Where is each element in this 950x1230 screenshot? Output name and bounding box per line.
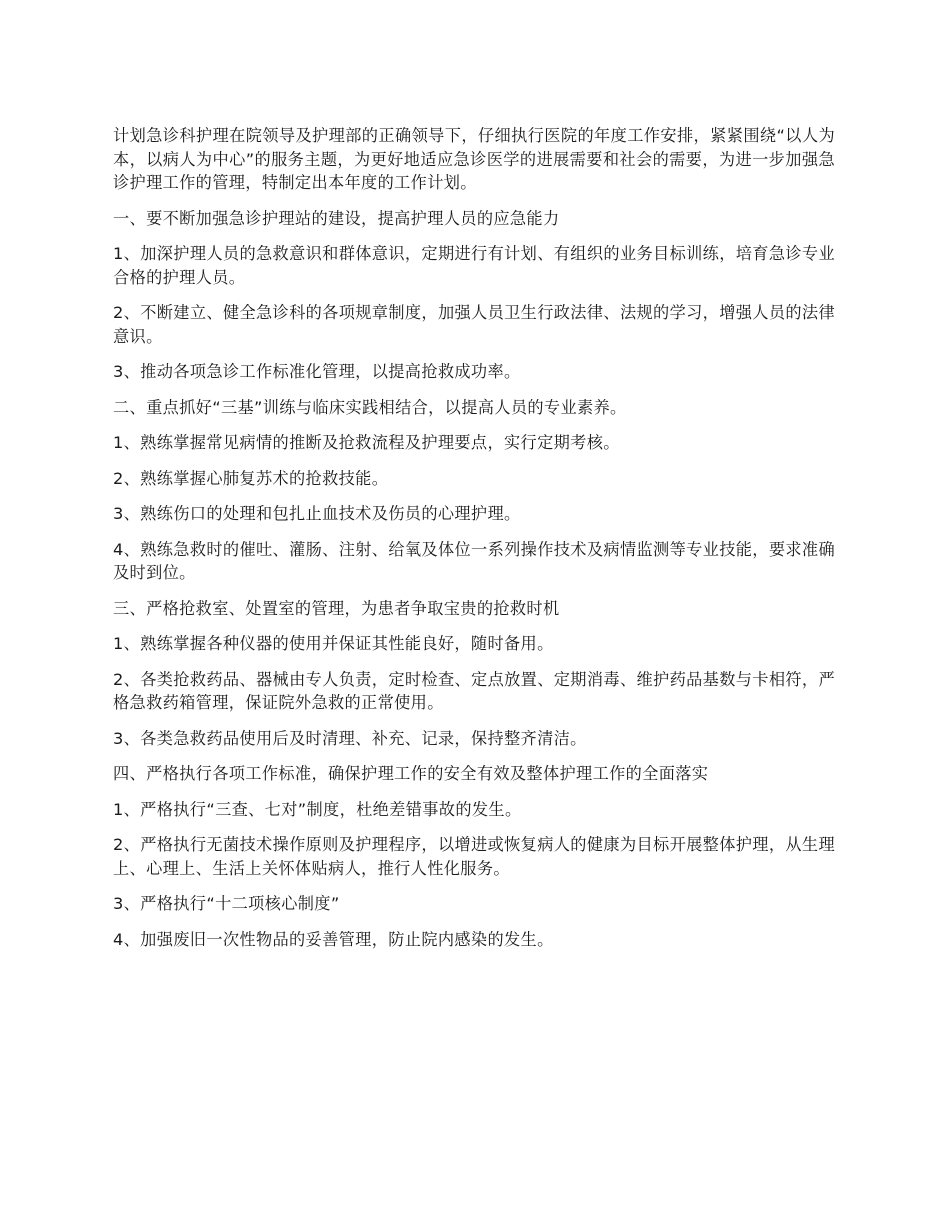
section-1-item-1: 1、加深护理人员的急救意识和群体意识，定期进行有计划、有组织的业务目标训练，培育急诊专业合格的护理人员。 [113,244,835,287]
section-heading-2: 二、重点抓好“三基”训练与临床实践相结合，以提高人员的专业素养。 [113,397,627,417]
intro-paragraph: 计划急诊科护理在院领导及护理部的正确领导下，仔细执行医院的年度工作安排，紧紧围绕“以人为本，以病人为中心”的服务主题，为更好地适应急诊医学的进展需要和社会的需要，为进一步加强急诊护理工作的管理，特制定出本年度的工作计划。 [113,126,835,192]
section-4-item-3: 3、严格执行“十二项核心制度” [113,894,340,913]
section-2-item-4: 4、熟练急救时的催吐、灌肠、注射、给氧及体位一系列操作技术及病情监测等专业技能，要求准确及时到位。 [113,539,835,582]
section-3-item-1: 1、熟练掌握各种仪器的使用并保证其性能良好，随时备用。 [113,634,554,653]
document-body [113,124,835,963]
section-4-item-1: 1、严格执行“三查、七对”制度，杜绝差错事故的发生。 [113,799,522,819]
section-heading-3: 三、严格抢救室、处置室的管理，为患者争取宝贵的抢救时机 [113,598,560,618]
section-3-item-2: 2、各类抢救药品、器械由专人负责，定时检查、定点放置、定期消毒、维护药品基数与卡相符，严格急救药箱管理，保证院外急救的正常使用。 [113,669,835,712]
section-1-item-3: 3、推动各项急诊工作标准化管理，以提高抢救成功率。 [113,362,521,381]
section-4-item-2: 2、严格执行无菌技术操作原则及护理程序，以增进或恢复病人的健康为目标开展整体护理，从生理上、心理上、生活上关怀体贴病人，推行人性化服务。 [113,835,835,878]
section-2-item-1: 1、熟练掌握常见病情的推断及抢救流程及护理要点，实行定期考核。 [113,433,620,452]
section-2-item-2: 2、熟练掌握心肺复苏术的抢救技能。 [113,468,389,488]
section-2-item-3: 3、熟练伤口的处理和包扎止血技术及伤员的心理护理。 [113,504,521,523]
section-3-item-3: 3、各类急救药品使用后及时清理、补充、记录，保持整齐清洁。 [113,728,587,748]
section-1-item-2: 2、不断建立、健全急诊科的各项规章制度，加强人员卫生行政法律、法规的学习，增强人员的法律意识。 [113,303,835,346]
section-heading-1: 一、要不断加强急诊护理站的建设，提高护理人员的应急能力 [113,208,560,228]
section-heading-4: 四、严格执行各项工作标准，确保护理工作的安全有效及整体护理工作的全面落实 [113,764,709,783]
section-4-item-4: 4、加强废旧一次性物品的妥善管理，防止院内感染的发生。 [113,929,554,949]
